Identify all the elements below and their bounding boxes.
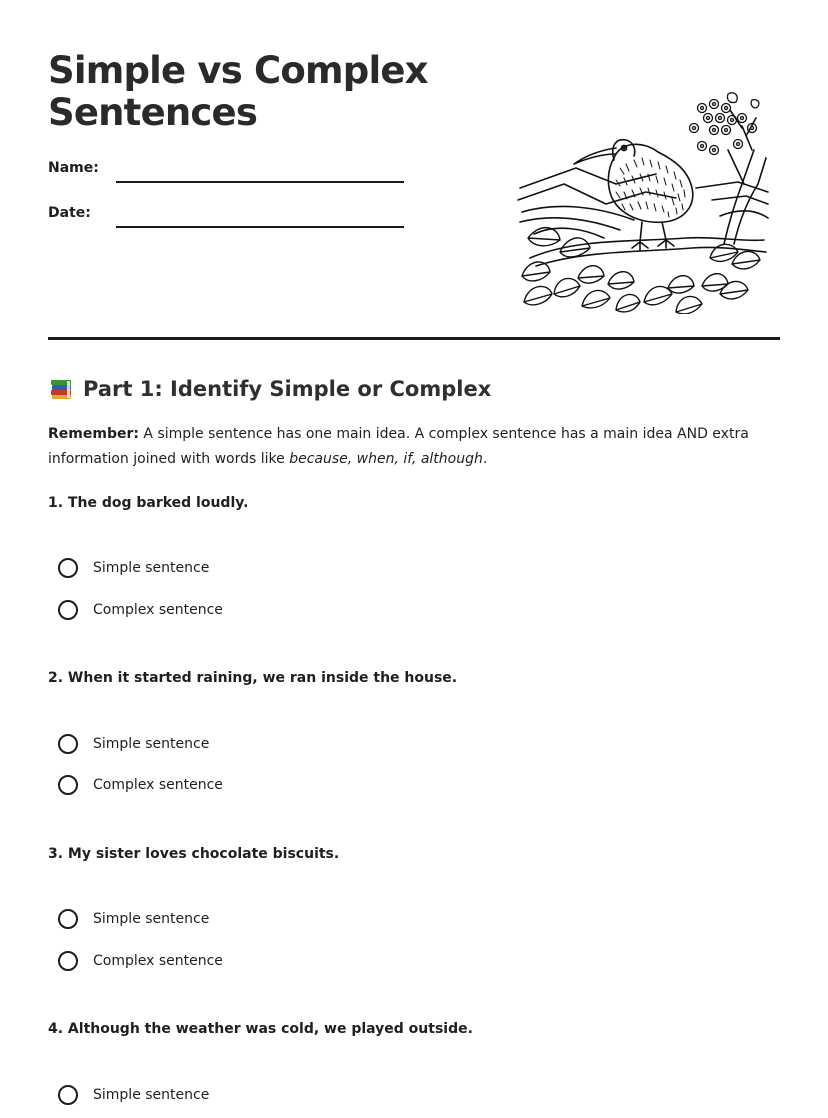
date-field xyxy=(48,203,408,233)
remember-label: Remember: xyxy=(48,426,139,442)
page-title: Simple vs Complex Sentences xyxy=(48,49,428,134)
q3-option-complex[interactable] xyxy=(58,948,223,974)
remember-text: A simple sentence has one main idea. A complex sentence has a main idea AND extra information joined with words like xyxy=(48,426,749,467)
radio-button[interactable] xyxy=(58,1085,78,1105)
remember-examples: because, when, if, although xyxy=(289,451,483,467)
option-label: Complex sentence xyxy=(93,602,223,618)
q1-option-complex[interactable] xyxy=(58,597,223,623)
radio-button[interactable] xyxy=(58,734,78,754)
q1-option-simple[interactable] xyxy=(58,555,209,581)
q3-option-simple[interactable] xyxy=(58,906,209,932)
name-field xyxy=(48,158,408,188)
question-3 xyxy=(48,844,780,969)
question-text: 2. When it started raining, we ran inside the house. xyxy=(48,670,458,686)
q2-option-complex[interactable] xyxy=(58,772,223,798)
date-line[interactable] xyxy=(116,226,404,228)
question-text: 4. Although the weather was cold, we played outside. xyxy=(48,1021,473,1037)
name-line[interactable] xyxy=(116,181,404,183)
question-text: 1. The dog barked loudly. xyxy=(48,495,249,511)
radio-button[interactable] xyxy=(58,951,78,971)
name-label: Name: xyxy=(48,160,99,176)
books-icon xyxy=(48,376,74,402)
worksheet-page xyxy=(48,0,780,1118)
remember-note xyxy=(48,422,780,472)
option-label: Complex sentence xyxy=(93,777,223,793)
option-label: Simple sentence xyxy=(93,736,210,752)
question-4 xyxy=(48,1019,780,1103)
date-label: Date: xyxy=(48,205,91,221)
q2-option-simple[interactable] xyxy=(58,731,209,757)
radio-button[interactable] xyxy=(58,775,78,795)
radio-button[interactable] xyxy=(58,558,78,578)
option-label: Simple sentence xyxy=(93,1087,210,1103)
section-heading-text: Part 1: Identify Simple or Complex xyxy=(83,377,492,401)
radio-button[interactable] xyxy=(58,909,78,929)
question-2 xyxy=(48,668,780,793)
radio-button[interactable] xyxy=(58,600,78,620)
question-1 xyxy=(48,493,780,618)
option-label: Simple sentence xyxy=(93,560,210,576)
question-text: 3. My sister loves chocolate biscuits. xyxy=(48,846,340,862)
header-divider xyxy=(48,337,780,340)
q4-option-simple[interactable] xyxy=(58,1082,209,1108)
kiwi-bird-illustration xyxy=(516,88,774,314)
section-heading xyxy=(48,374,491,404)
option-label: Complex sentence xyxy=(93,953,223,969)
option-label: Simple sentence xyxy=(93,911,210,927)
remember-end: . xyxy=(482,451,488,467)
